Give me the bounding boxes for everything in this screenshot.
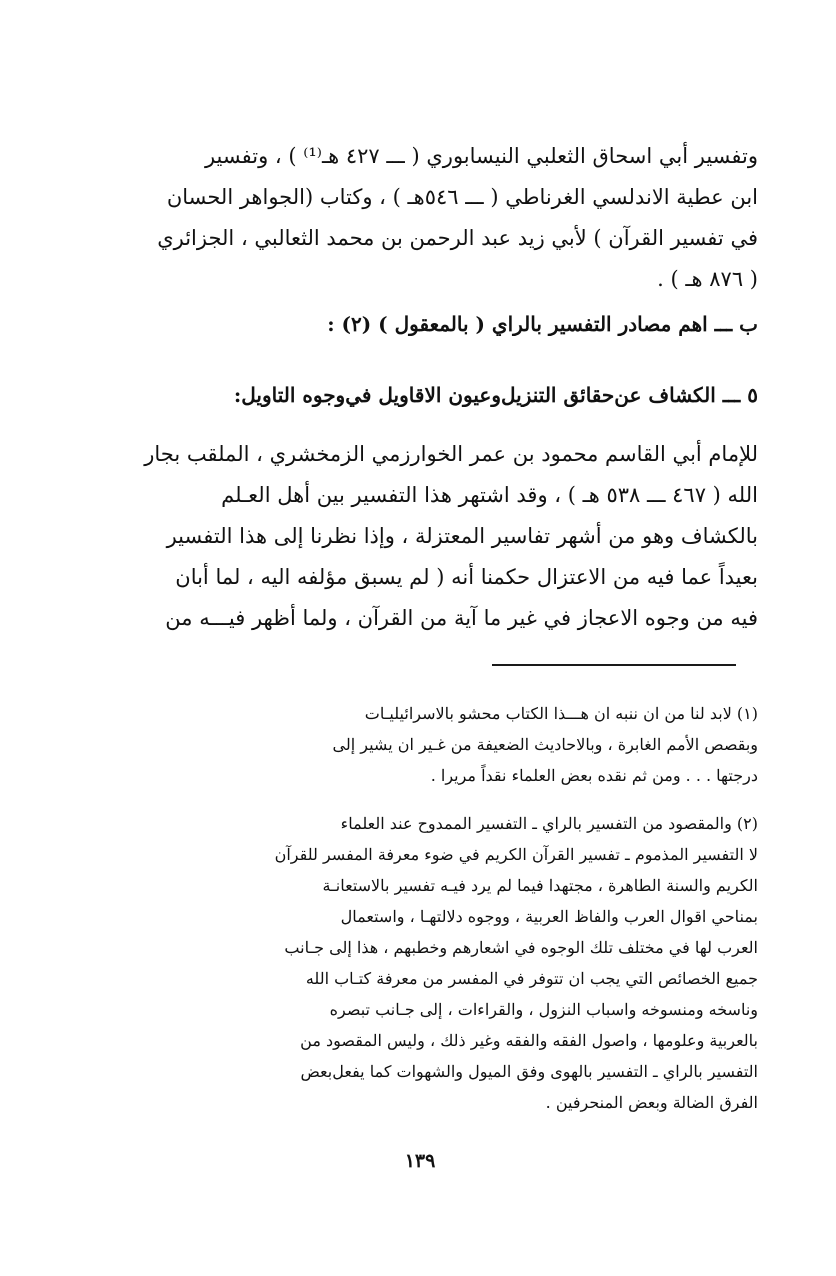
intro-line-3: في تفسير القرآن ) لأبي زيد عبد الرحمن بن محمد الثعالبي ، الجزائري	[157, 226, 758, 250]
footnote-2-line-10: الفرق الضالة وبعض المنحرفين .	[545, 1093, 758, 1112]
footnote-1-line-3: درجتها . . . ومن ثم نقده بعض العلماء نقداً مريرا .	[430, 766, 758, 785]
footnote-1	[118, 698, 758, 791]
footnote-2-line-7: وناسخه ومنسوخه واسباب النزول ، والقراءات ، إلى جـانب تبصره	[329, 1000, 758, 1019]
footnote-2-line-3: الكريم والسنة الطاهرة ، مجتهدا فيما لم يرد فيـه تفسير بالاستعانـة	[322, 876, 758, 895]
footnote-2-line-8: بالعربية وعلومها ، واصول الفقه والفقه وغير ذلك ، وليس المقصود من	[300, 1031, 758, 1050]
entry-line-5: فيه من وجوه الاعجاز في غير ما آية من القرآن ، ولما أظهر فيـــه من	[165, 606, 758, 630]
intro-line-1: وتفسير أبي اسحاق الثعلبي النيسابوري ( ـــ ٤٢٧ هـ⁽¹⁾ ) ، وتفسير	[204, 144, 758, 168]
footnote-2-line-6: جميع الخصائص التي يجب ان تتوفر في المفسر من معرفة كتـاب الله	[305, 969, 758, 988]
footnote-2	[118, 808, 758, 1118]
entry-paragraph	[128, 434, 758, 639]
footnote-2-line-9: التفسير بالراي ـ التفسير بالهوى وفق الميول والشهوات كما يفعل‌بعض	[300, 1062, 758, 1081]
footnote-divider	[492, 664, 736, 666]
intro-line-4: ( ٨٧٦ هـ ) .	[657, 267, 758, 291]
page-number: ١٣٩	[404, 1150, 436, 1172]
footnote-2-line-2: لا التفسير المذموم ـ تفسير القرآن الكريم في ضوء معرفة المفسر للقرآن	[274, 845, 758, 864]
footnote-2-line-5: العرب لها في مختلف تلك الوجوه في اشعارهم وخطبهم ، هذا إلى جـانب	[284, 938, 758, 957]
entry-line-4: بعيداً عما فيه من الاعتزال حكمنا أنه ( لم يسبق مؤلفه اليه ، لما أبان	[175, 565, 758, 589]
footnote-1-line-1: (١) لابد لنا من ان ننبه ان هـــذا الكتاب محشو بالاسرائيليـات	[364, 704, 758, 723]
entry-line-1: للإمام أبي القاسم محمود بن عمر الخوارزمي الزمخشري ، الملقب بجار	[144, 442, 758, 466]
footnote-2-line-4: بمناحي اقوال العرب والفاظ العربية ، ووجوه دلالتهـا ، واستعمال	[340, 907, 758, 926]
intro-line-2: ابن عطية الاندلسي الغرناطي ( ـــ ٥٤٦هـ ) ، وكتاب (الجواهر الحسان	[166, 185, 758, 209]
entry-line-2: الله ( ٤٦٧ ـــ ٥٣٨ هـ ) ، وقد اشتهر هذا التفسير بين أهل العـلم	[221, 483, 758, 507]
section-heading: ب ـــ اهم مصادر التفسير بالراي ( بالمعقول ) (٢) :	[327, 312, 758, 336]
intro-paragraph	[128, 136, 758, 300]
footnote-2-line-1: (٢) والمقصود من التفسير بالراي ـ التفسير الممدوح عند العلماء	[340, 814, 758, 833]
entry-line-3: بالكشاف وهو من أشهر تفاسير المعتزلة ، وإذا نظرنا إلى هذا التفسير	[166, 524, 758, 548]
entry-heading: ٥ ـــ الكشاف عن‌حقائق التنزيل‌وعيون الاقاويل في‌وجوه التاويل:	[233, 383, 758, 407]
footnote-1-line-2: وبقصص الأمم الغابرة ، وبالاحاديث الضعيفة من غـير ان يشير إلى	[332, 735, 758, 754]
